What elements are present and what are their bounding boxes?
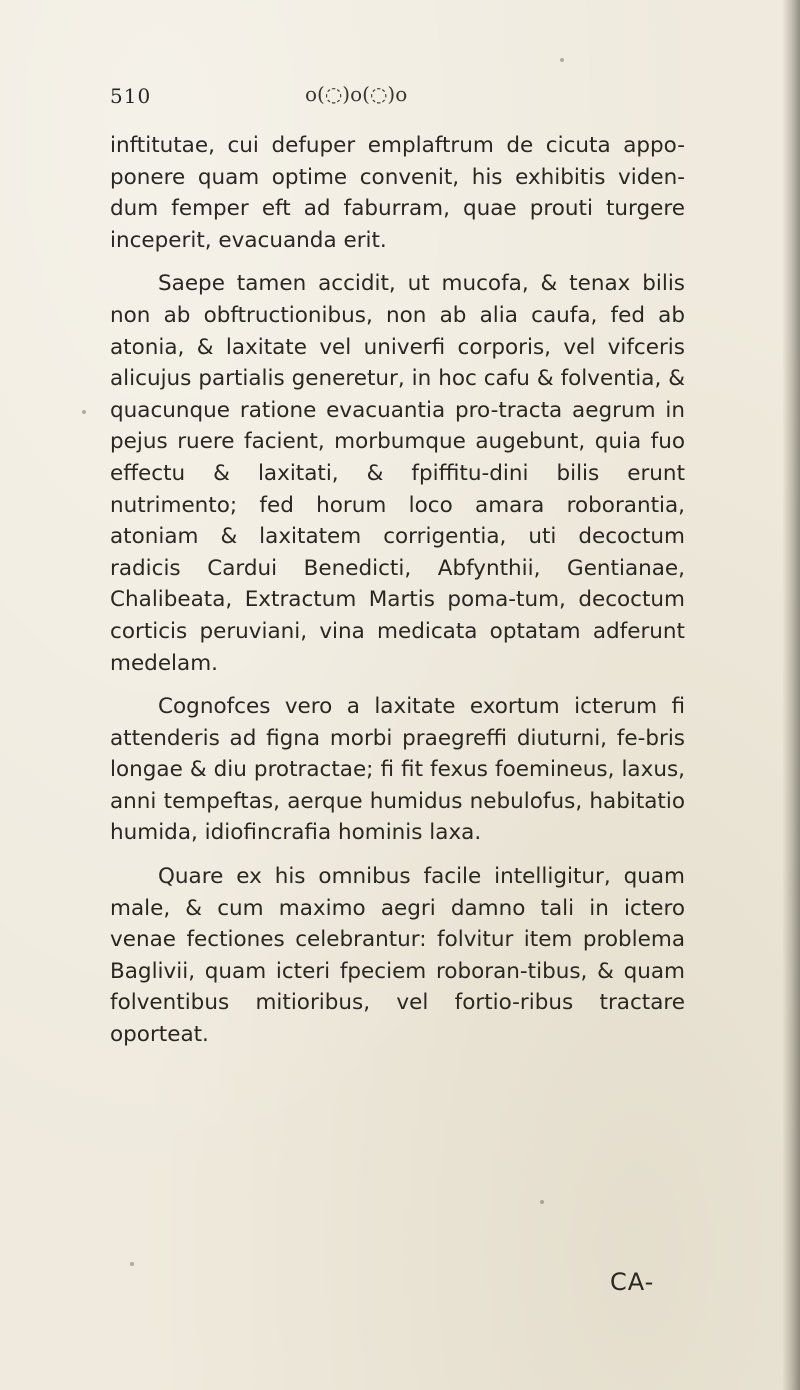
paper-speck <box>130 1262 134 1266</box>
catchword: CA- <box>610 1268 655 1296</box>
body-text <box>110 130 685 1063</box>
page-number: 510 <box>110 84 152 108</box>
paragraph-2: Saepe tamen accidit, ut mucofa, & tenax bilis non ab obftructionibus, non ab alia caufa, fed ab atonia, & laxitate vel univerfi corporis, vel vifceris alicujus partialis generetur, in hoc cafu & folventia, & quacunque ratione evacuantia pro-tracta aegrum in pejus ruere facient, morbumque augebunt, quia fuo effectu & laxitati, & fpiffitu-dini bilis erunt nutrimento; fed horum loco amara roborantia, atoniam & laxitatem corrigentia, uti decoctum radicis Cardui Benedicti, Abfynthii, Gentianae, Chalibeata, Extractum Martis poma-tum, decoctum corticis peruviani, vina medicata optatam adferunt medelam. <box>110 271 685 676</box>
paper-speck <box>540 1200 544 1204</box>
page-header <box>110 84 670 124</box>
paragraph-4: Quare ex his omnibus facile intelligitur, quam male, & cum maximo aegri damno tali in ictero venae fectiones celebrantur: folvitur item problema Baglivii, quam icteri fpeciem roboran-tibus, & quam folventibus mitioribus, vel fortio-ribus tractare oporteat. <box>110 864 685 1048</box>
page-edge-shadow <box>782 0 800 1390</box>
paragraph-3: Cognofces vero a laxitate exortum icterum fi attenderis ad figna morbi praegreffi diuturni, fe-bris longae & diu protractae; fi fit fexus foemineus, laxus, anni tempeftas, aerque humidus nebulofus, habitatio humida, idiofincrafia hominis laxa. <box>110 694 685 846</box>
paper-speck <box>82 410 86 414</box>
paragraph-1: inftitutae, cui defuper emplaftrum de cicuta appo-ponere quam optime convenit, his exhibitis viden-dum femper eft ad faburram, quae prouti turgere inceperit, evacuanda erit. <box>110 133 685 253</box>
header-ornament: o(◌)o(◌)o <box>305 82 408 106</box>
paper-speck <box>560 58 564 62</box>
